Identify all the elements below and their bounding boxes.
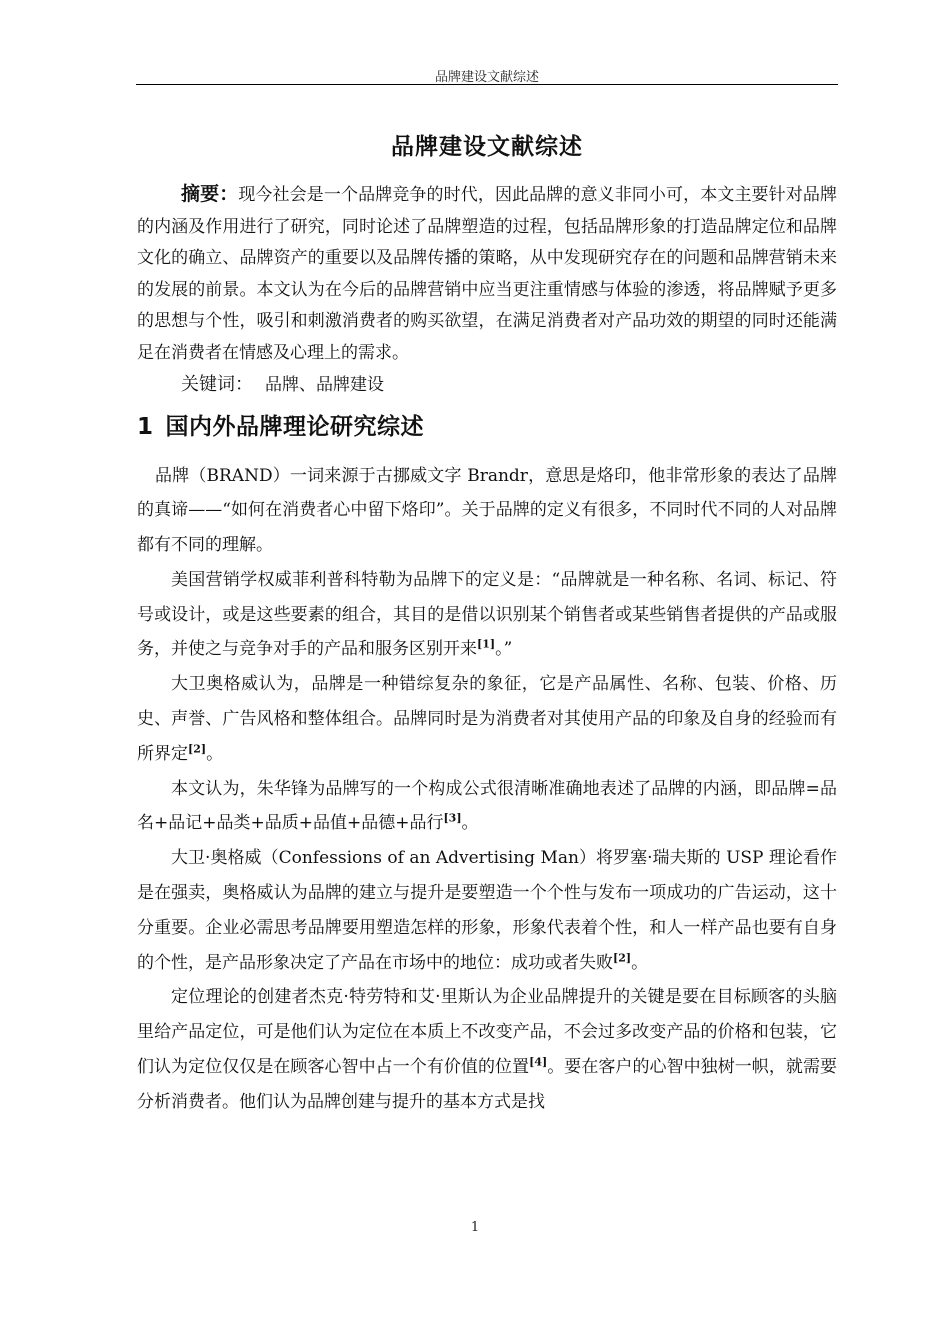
section-number: 1 [137,413,154,440]
paragraph-text: 品牌（BRAND）一词来源于古挪威文字 Brandr，意思是烙印，他非常形象的表达了品牌的真谛——“如何在消费者心中留下烙印”。关于品牌的定义有很多，不同时代不同的人对品牌都有不同的理解。 [137,465,837,556]
paragraph-text: 美国营销学权威菲利普科特勒为品牌下的定义是：“品牌就是一种名称、名词、标记、符号或设计，或是这些要素的组合，其目的是借以识别某个销售者或某些销售者提供的产品或服务，并使之与竞争对手的产品和服务区别开来 [137,569,837,660]
paragraph-tail: 。要在客户的心智中独树一帜，就需要分析消费者。他们认为品牌创建与提升的基本方式是找 [137,1057,838,1112]
body-paragraph [137,980,837,1119]
running-header: 品牌建设文献综述 [434,70,539,85]
paragraph-tail: 。” [495,639,513,660]
paragraph-text: 大卫奥格威认为，品牌是一种错综复杂的象征，它是产品属性、名称、包装、价格、历史、声誉、广告风格和整体组合。品牌同时是为消费者对其使用产品的印象及自身的经验而有所界定 [137,674,837,764]
citation-marker: [1] [477,637,496,651]
body-paragraph [137,667,837,771]
paragraph-text: 定位理论的创建者杰克·特劳特和艾·里斯认为企业品牌提升的关键是要在目标顾客的头脑里给产品定位，可是他们认为定位在本质上不改变产品，不会过多改变产品的价格和包装，它们认为定位仅仅是在顾客心智中占一个有价值的位置 [137,987,837,1078]
keywords-line [137,369,837,402]
citation-marker: [3] [443,811,462,825]
body-paragraph [137,841,837,980]
document-title: 品牌建设文献综述 [391,134,583,160]
keywords-label: 关键词： [181,374,253,395]
citation-marker: [2] [188,742,207,756]
header-rule [136,84,838,85]
abstract-paragraph [137,179,837,369]
keywords-value: 品牌、品牌建设 [265,375,384,395]
section-title: 国内外品牌理论研究综述 [165,413,425,440]
paragraph-text: 大卫·奥格威（Confessions of an Advertising Man）将罗塞·瑞夫斯的 USP 理论看作是在强卖，奥格威认为品牌的建立与提升是要塑造一个个性与发布一项成功的广告运动，这十分重要。企业必需思考品牌要用塑造怎样的形象，形象代表着个性，和人一样产品也要有自身的个性，是产品形象决定了产品在市场中的地位：成功或者失败 [137,848,837,973]
paragraph-text: 本文认为，朱华锋为品牌写的一个构成公式很清晰准确地表述了品牌的内涵，即品牌=品名+品记+品类+品质+品值+品德+品行 [137,778,837,834]
document-body [137,128,837,1120]
paragraph-tail: 。 [631,952,649,973]
citation-marker: [2] [613,951,632,964]
body-paragraph [137,772,837,842]
page-number: 1 [470,1220,480,1235]
body-paragraph [137,459,837,563]
abstract-text: 现今社会是一个品牌竞争的时代，因此品牌的意义非同小可，本文主要针对品牌的内涵及作用进行了研究，同时论述了品牌塑造的过程，包括品牌形象的打造品牌定位和品牌文化的确立、品牌资产的重要以及品牌传播的策略，从中发现研究存在的问题和品牌营销未来的发展的前景。本文认为在今后的品牌营销中应当更注重情感与体验的渗透，将品牌赋予更多的思想与个性，吸引和刺激消费者的购买欲望，在满足消费者对产品功效的期望的同时还能满足在消费者在情感及心理上的需求。 [137,185,837,363]
body-paragraph [137,563,837,667]
abstract-label: 摘要： [181,183,239,205]
section-heading [137,408,837,441]
citation-marker: [4] [529,1055,548,1069]
paragraph-tail: 。 [461,813,479,834]
paragraph-tail: 。 [206,743,224,764]
